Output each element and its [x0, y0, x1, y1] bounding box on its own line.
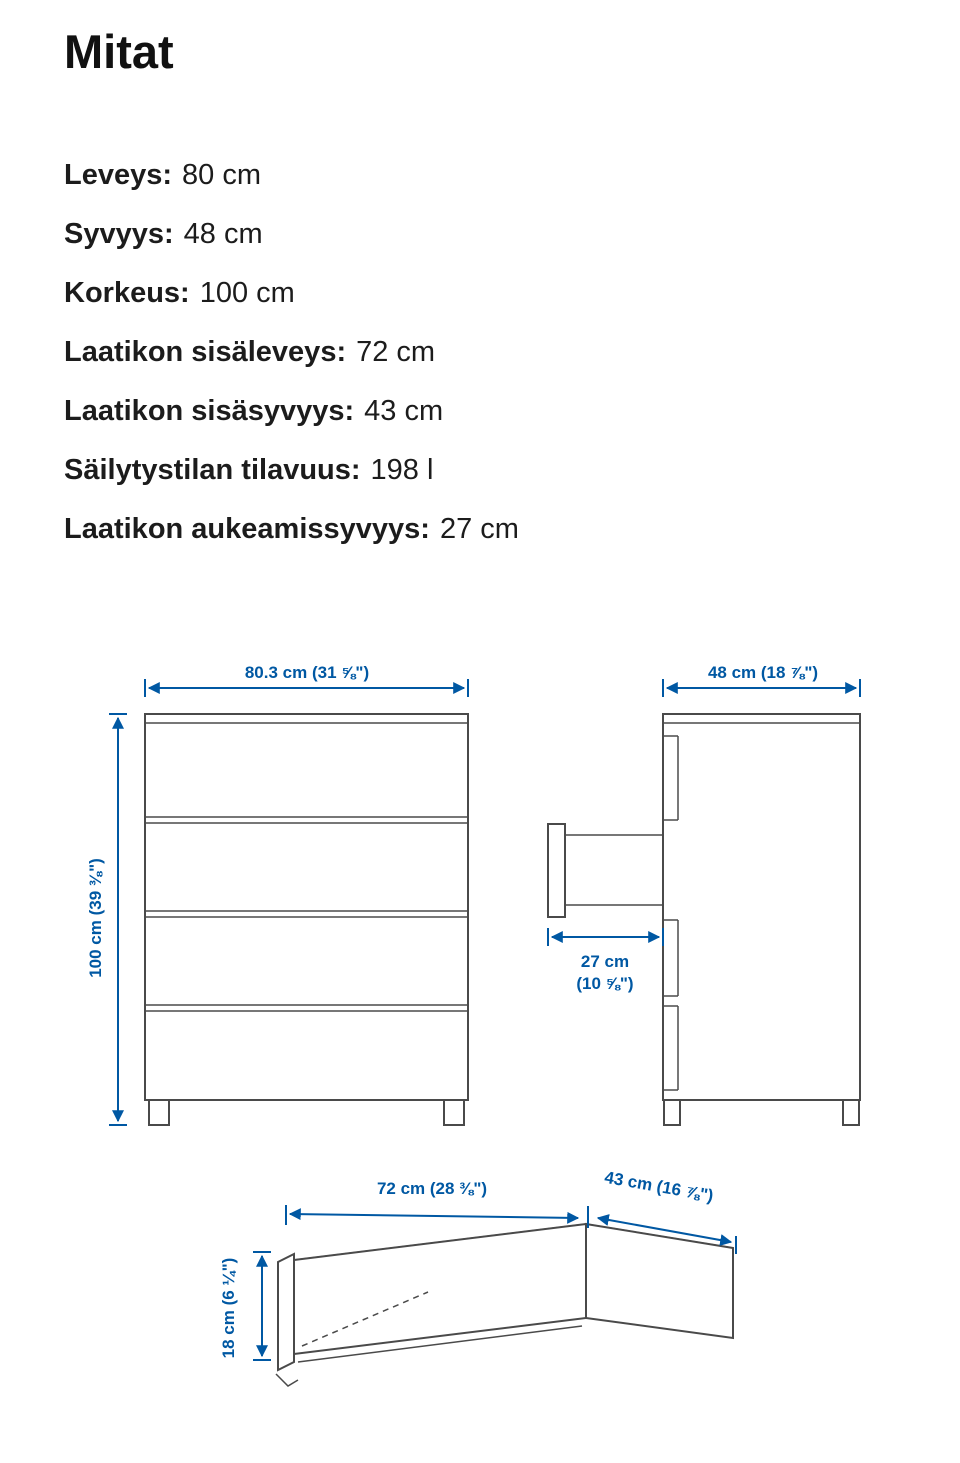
- spec-label: Laatikon sisäleveys:: [64, 336, 347, 368]
- front-height-dimension: [86, 714, 127, 1125]
- side-depth-label: 48 cm (18 ⅞"): [707, 663, 819, 682]
- drawer-height-dimension: [219, 1252, 271, 1360]
- drawer-inner-width-label: 72 cm (28 ⅜"): [376, 1179, 488, 1198]
- front-width-label: 80.3 cm (31 ⅝"): [244, 663, 370, 682]
- spec-row-syvyys: [64, 205, 519, 264]
- spec-list: [64, 146, 519, 559]
- spec-value: 48 cm: [183, 218, 263, 250]
- spec-value: 198 l: [370, 454, 434, 486]
- spec-value: 27 cm: [439, 513, 519, 545]
- spec-row-sisasyvyys: [64, 382, 519, 441]
- spec-row-aukeamissyvyys: [64, 500, 519, 559]
- front-width-dimension: [145, 663, 468, 697]
- drawer-inner-depth-label: 43 cm (16 ⅞"): [603, 1167, 715, 1206]
- spec-label: Korkeus:: [64, 277, 190, 309]
- spec-value: 72 cm: [356, 336, 436, 368]
- open-drawer-side: [548, 824, 663, 917]
- side-extension-dimension: [548, 928, 663, 993]
- spec-value: 100 cm: [199, 277, 295, 309]
- front-height-label: 100 cm (39 ⅜"): [86, 858, 105, 978]
- spec-label: Syvyys:: [64, 218, 174, 250]
- spec-label: Laatikon sisäsyvyys:: [64, 395, 355, 427]
- spec-value: 43 cm: [364, 395, 444, 427]
- drawer-view-drawing: [200, 1148, 780, 1438]
- side-depth-dimension: [663, 663, 860, 697]
- chest-side-outline: [663, 714, 860, 1125]
- page-title: Mitat: [64, 25, 174, 78]
- spec-label: Laatikon aukeamissyvyys:: [64, 513, 430, 545]
- drawer-box-drawing: [276, 1224, 733, 1386]
- spec-label: Leveys:: [64, 159, 173, 191]
- spec-row-korkeus: [64, 264, 519, 323]
- spec-row-leveys: [64, 146, 519, 205]
- chest-front-outline: [145, 714, 468, 1125]
- open-depth-label-line2: (10 ⅝"): [576, 974, 634, 993]
- open-depth-label-line1: 27 cm: [580, 952, 630, 971]
- spec-value: 80 cm: [182, 159, 261, 191]
- side-view-drawing: [520, 652, 910, 1147]
- spec-label: Säilytystilan tilavuus:: [64, 454, 361, 486]
- spec-row-sisaleveys: [64, 323, 519, 382]
- drawer-height-label: 18 cm (6 ¼"): [219, 1257, 238, 1359]
- front-view-drawing: [85, 652, 485, 1147]
- spec-row-tilavuus: [64, 441, 519, 500]
- drawer-width-dimension: [286, 1179, 588, 1228]
